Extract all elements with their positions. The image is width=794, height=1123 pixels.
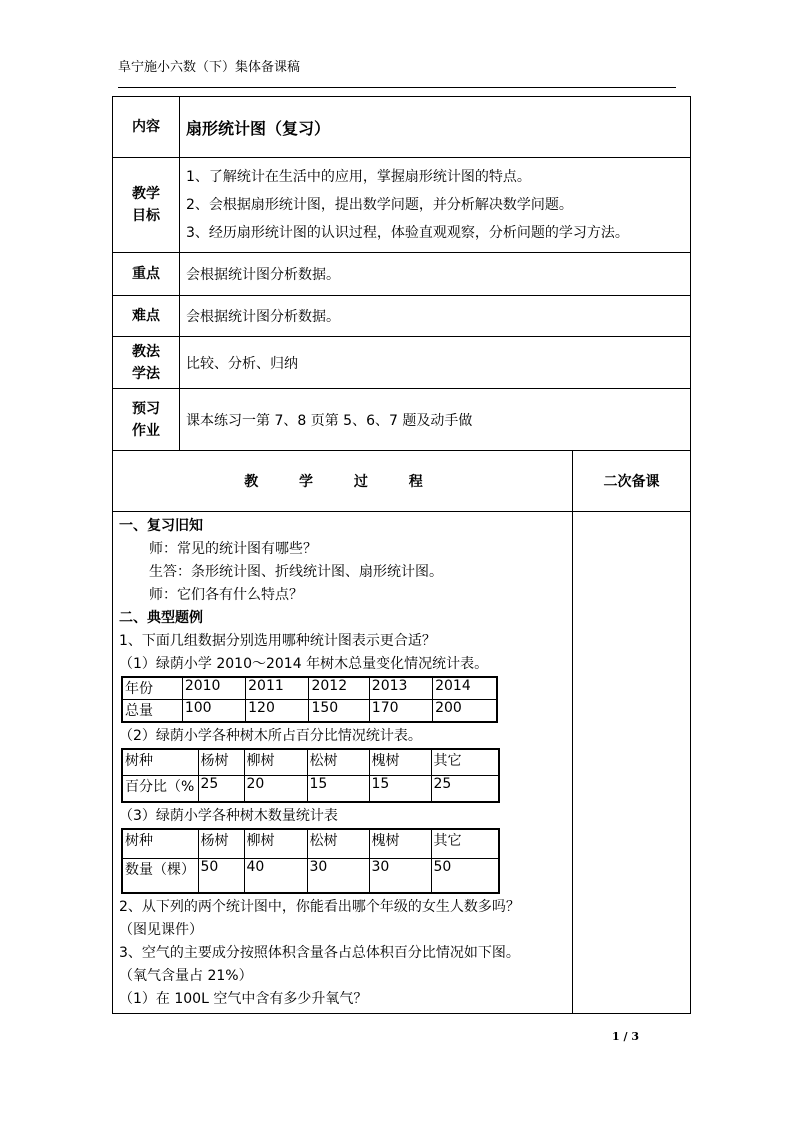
- process-body-row: [113, 512, 691, 1014]
- method-label: [113, 337, 180, 389]
- key-row: [113, 253, 691, 296]
- table-cell: 15: [307, 775, 369, 802]
- method-value: 比较、分析、归纳: [180, 337, 691, 389]
- review-heading: 一、复习旧知: [119, 517, 203, 534]
- content-value: 扇形统计图（复习）: [180, 97, 691, 158]
- table-cell: 50: [431, 859, 499, 893]
- homework-label-line1: 预习: [132, 400, 160, 417]
- examples-heading: 二、典型题例: [119, 609, 203, 626]
- table-cell: 数量（棵）: [122, 859, 198, 893]
- goal-item: 3、经历扇形统计图的认识过程，体验直观观察，分析问题的学习方法。: [186, 225, 629, 241]
- table-3-caption: （3）绿荫小学各种树木数量统计表: [119, 807, 338, 824]
- review-line: 师：常见的统计图有哪些？: [149, 540, 317, 557]
- homework-row: [113, 389, 691, 451]
- table-2-caption: （2）绿荫小学各种树木所占百分比情况统计表。: [119, 727, 422, 744]
- page-number: 1 / 3: [612, 1030, 639, 1043]
- table-cell: 其它: [431, 749, 499, 776]
- table-cell: 25: [431, 775, 499, 802]
- goals-row: [113, 158, 691, 253]
- homework-label-line2: 作业: [132, 422, 160, 439]
- document-header: 阜宁施小六数（下）集体备课稿: [118, 60, 301, 75]
- table-cell: 150: [309, 699, 369, 722]
- header-rule: [118, 87, 676, 88]
- table-cell: 柳树: [244, 749, 307, 776]
- table-cell: 200: [433, 699, 497, 722]
- table-row: [122, 699, 497, 722]
- method-label-line1: 教法: [132, 343, 160, 360]
- lesson-plan-table: [112, 96, 691, 1014]
- table-cell: 百分比（%: [122, 775, 198, 802]
- tree-percent-table: [121, 748, 500, 803]
- table-cell: 30: [369, 859, 431, 893]
- table-cell: 170: [369, 699, 432, 722]
- table-row: [122, 829, 499, 859]
- table-cell: 树种: [122, 829, 198, 859]
- table-cell: 30: [307, 859, 369, 893]
- content-row: [113, 97, 691, 158]
- key-label: 重点: [113, 253, 180, 296]
- table-cell: 槐树: [369, 829, 431, 859]
- process-title: 教 学 过 程: [113, 451, 573, 512]
- question-2: 2、从下列的两个统计图中，你能看出哪个年级的女生人数多吗？: [119, 898, 520, 915]
- difficulty-label: 难点: [113, 296, 180, 337]
- table-cell: 槐树: [369, 749, 431, 776]
- homework-label: [113, 389, 180, 451]
- table-cell: 50: [198, 859, 244, 893]
- difficulty-row: [113, 296, 691, 337]
- question-3-part-1: （1）在 100L 空气中含有多少升氧气？: [119, 990, 368, 1007]
- goals-list: [180, 158, 691, 253]
- table-cell: 25: [198, 775, 244, 802]
- review-line: 师：它们各有什么特点？: [149, 586, 303, 603]
- process-body: [113, 512, 573, 1014]
- goal-item: 2、会根据扇形统计图，提出数学问题，并分析解决数学问题。: [186, 197, 573, 213]
- table-cell: 20: [244, 775, 307, 802]
- table-row: [122, 859, 499, 893]
- goals-label: [113, 158, 180, 253]
- process-header-row: [113, 451, 691, 512]
- method-row: [113, 337, 691, 389]
- second-prep-body: [573, 512, 691, 1014]
- goal-item: 1、了解统计在生活中的应用，掌握扇形统计图的特点。: [186, 169, 531, 185]
- table-cell: 2013: [369, 677, 432, 700]
- table-1-caption: （1）绿荫小学 2010～2014 年树木总量变化情况统计表。: [119, 655, 489, 672]
- question-2-note: （图见课件）: [119, 921, 203, 938]
- tree-count-table: [121, 828, 500, 894]
- table-cell: 其它: [431, 829, 499, 859]
- table-row: [122, 775, 499, 802]
- table-cell: 15: [369, 775, 431, 802]
- table-row: [122, 749, 499, 776]
- difficulty-value: 会根据统计图分析数据。: [180, 296, 691, 337]
- table-cell: 总量: [122, 699, 182, 722]
- review-line: 生答：条形统计图、折线统计图、扇形统计图。: [149, 563, 443, 580]
- table-cell: 2014: [433, 677, 497, 700]
- goals-label-line1: 教学: [132, 186, 160, 202]
- table-cell: 树种: [122, 749, 198, 776]
- table-cell: 杨树: [198, 749, 244, 776]
- question-3-note: （氧气含量占 21%）: [119, 967, 253, 984]
- table-row: [122, 677, 497, 700]
- table-cell: 100: [182, 699, 245, 722]
- table-cell: 松树: [307, 749, 369, 776]
- homework-value: 课本练习一第 7、8 页第 5、6、7 题及动手做: [180, 389, 691, 451]
- table-cell: 年份: [122, 677, 182, 700]
- table-cell: 2011: [246, 677, 309, 700]
- tree-total-table: [121, 676, 498, 723]
- key-value: 会根据统计图分析数据。: [180, 253, 691, 296]
- method-label-line2: 学法: [132, 365, 160, 382]
- table-cell: 杨树: [198, 829, 244, 859]
- question-1: 1、下面几组数据分别选用哪种统计图表示更合适？: [119, 632, 436, 649]
- content-label: 内容: [113, 97, 180, 158]
- table-cell: 柳树: [244, 829, 307, 859]
- table-cell: 2012: [309, 677, 369, 700]
- table-cell: 2010: [182, 677, 245, 700]
- second-prep-title: 二次备课: [573, 451, 691, 512]
- table-cell: 120: [246, 699, 309, 722]
- question-3: 3、空气的主要成分按照体积含量各占总体积百分比情况如下图。: [119, 944, 520, 961]
- table-cell: 松树: [307, 829, 369, 859]
- goals-label-line2: 目标: [132, 208, 160, 224]
- table-cell: 40: [244, 859, 307, 893]
